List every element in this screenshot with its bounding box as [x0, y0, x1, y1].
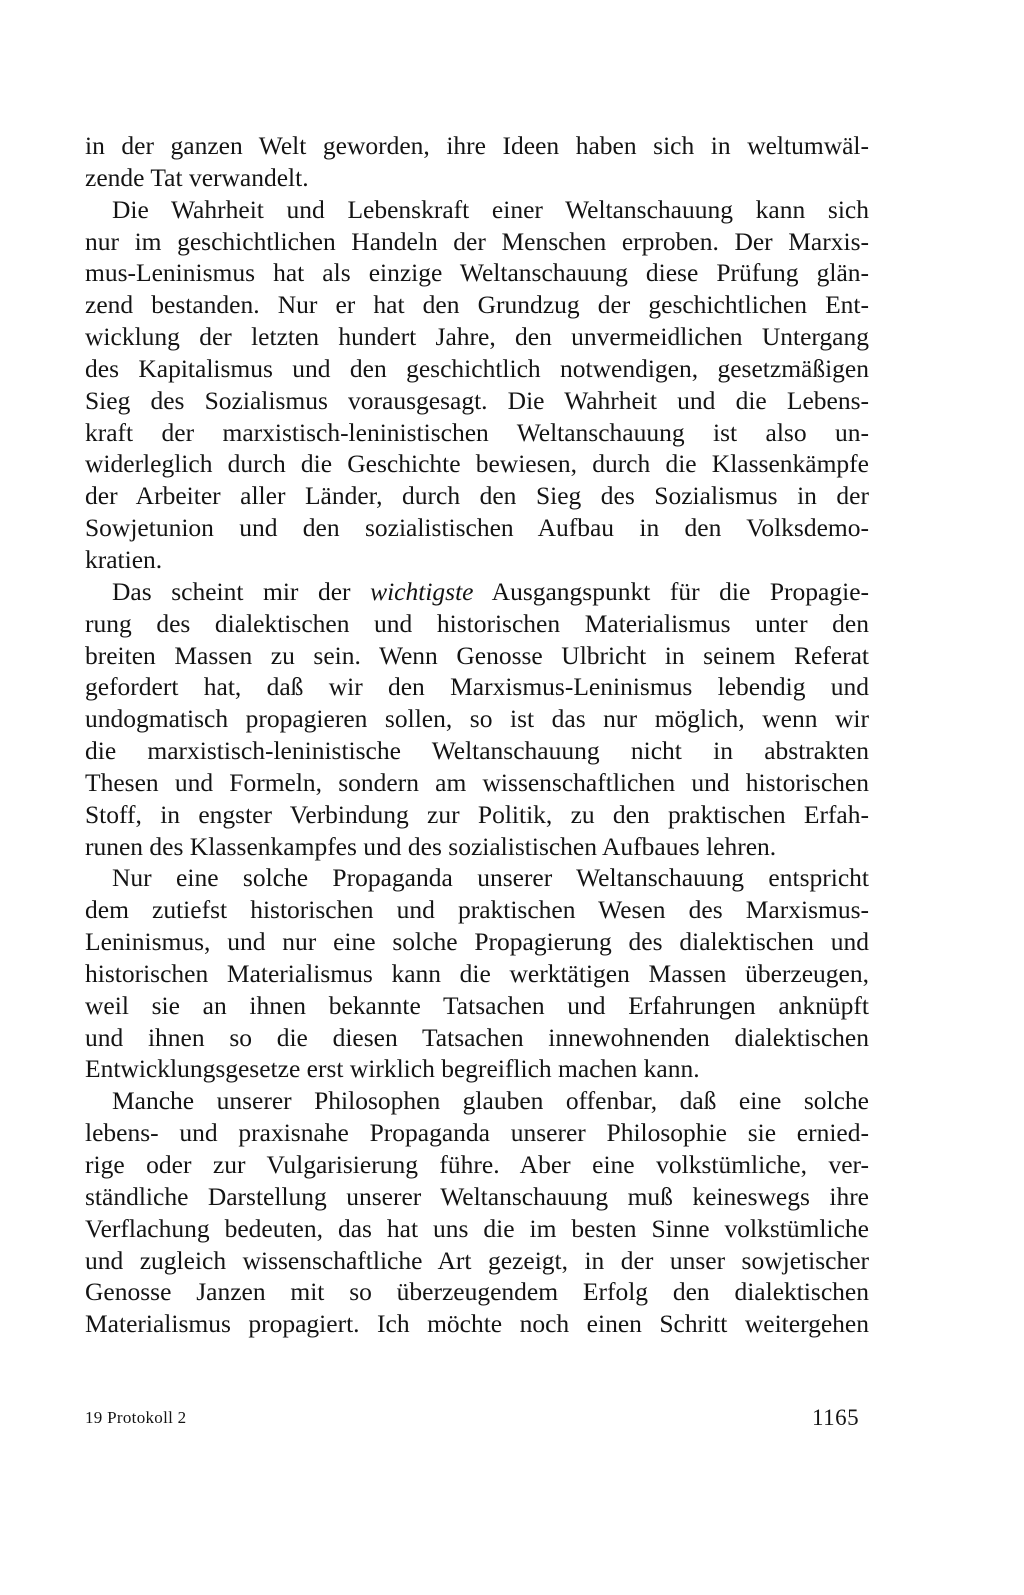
text-line: Nur eine solche Propaganda unserer Weltanschauung entspricht: [112, 863, 869, 893]
text-line: Stoff, in engster Verbindung zur Politik, zu den praktischen Erfah-: [85, 799, 869, 829]
text-line: Materialismus propagiert. Ich möchte noch einen Schritt weitergehen: [85, 1309, 869, 1339]
text-line: zende Tat verwandelt.: [85, 162, 309, 192]
text-line: die marxistisch-leninistische Weltanschauung nicht in abstrakten: [85, 736, 869, 766]
text-line: des Kapitalismus und den geschichtlich notwendigen, gesetzmäßigen: [85, 353, 869, 383]
text-line: Leninismus, und nur eine solche Propagierung des dialektischen und: [85, 927, 869, 957]
text-line: Sowjetunion und den sozialistischen Aufbau in den Volksdemo-: [85, 513, 869, 543]
text-line: mus-Leninismus hat als einzige Weltanschauung diese Prüfung glän-: [85, 258, 869, 288]
text-line: breiten Massen zu sein. Wenn Genosse Ulbricht in seinem Referat: [85, 640, 869, 670]
text-line: und ihnen so die diesen Tatsachen innewohnenden dialektischen: [85, 1022, 869, 1052]
text-line: in der ganzen Welt geworden, ihre Ideen haben sich in weltumwäl-: [85, 131, 869, 160]
text-line: wicklung der letzten hundert Jahre, den unvermeidlichen Untergang: [85, 322, 869, 352]
text-line: nur im geschichtlichen Handeln der Menschen erproben. Der Marxis-: [85, 226, 869, 256]
text-line: kraft der marxistisch-leninistischen Weltanschauung ist also un-: [85, 417, 869, 447]
text-line: Verflachung bedeuten, das hat uns die im besten Sinne volkstümliche: [85, 1213, 869, 1243]
text-line: und zugleich wissenschaftliche Art gezeigt, in der unser sowjetischer: [85, 1245, 869, 1275]
text-line: Genosse Janzen mit so überzeugendem Erfolg den dialektischen: [85, 1277, 869, 1307]
text-line: Thesen und Formeln, sondern am wissenschaftlichen und historischen: [85, 767, 869, 797]
text-line: gefordert hat, daß wir den Marxismus-Leninismus lebendig und: [85, 672, 869, 702]
text-line: historischen Materialismus kann die werktätigen Massen überzeugen,: [85, 958, 869, 988]
text-line: dem zutiefst historischen und praktischen Wesen des Marxismus-: [85, 895, 869, 925]
text-run: Das scheint mir der: [112, 576, 371, 606]
page-number: 1165: [812, 1405, 860, 1430]
text-line: kratien.: [85, 544, 163, 574]
text-line: runen des Klassenkampfes und des sozialistischen Aufbaues lehren.: [85, 831, 777, 861]
text-line: rung des dialektischen und historischen Materialismus unter den: [85, 608, 869, 638]
text-line: Die Wahrheit und Lebenskraft einer Weltanschauung kann sich: [112, 194, 869, 224]
text-line: weil sie an ihnen bekannte Tatsachen und Erfahrungen anknüpft: [85, 990, 869, 1020]
text-line: Sieg des Sozialismus vorausgesagt. Die Wahrheit und die Lebens-: [85, 385, 869, 415]
text-line: widerleglich durch die Geschichte bewiesen, durch die Klassenkämpfe: [85, 449, 869, 479]
emphasized-word: wichtigste: [370, 576, 474, 606]
text-line: [85, 576, 869, 608]
text-line: der Arbeiter aller Länder, durch den Sieg des Sozialismus in der: [85, 481, 869, 511]
text-line: Entwicklungsgesetze erst wirklich begreiflich machen kann.: [85, 1054, 700, 1084]
text-run: Ausgangspunkt für die Propagie-: [473, 576, 869, 606]
text-line: rige oder zur Vulgarisierung führe. Aber eine volkstümliche, ver-: [85, 1150, 869, 1179]
text-line: lebens- und praxisnahe Propaganda unserer Philosophie sie ernied-: [85, 1118, 869, 1148]
footer-signature: 19 Protokoll 2: [85, 1408, 187, 1427]
text-line: ständliche Darstellung unserer Weltanschauung muß keineswegs ihre: [85, 1181, 869, 1211]
text-line: undogmatisch propagieren sollen, so ist das nur möglich, wenn wir: [85, 704, 869, 734]
body-text: [85, 130, 869, 1340]
text-line: zend bestanden. Nur er hat den Grundzug der geschichtlichen Ent-: [85, 290, 869, 320]
text-line: Manche unserer Philosophen glauben offenbar, daß eine solche: [112, 1086, 869, 1116]
